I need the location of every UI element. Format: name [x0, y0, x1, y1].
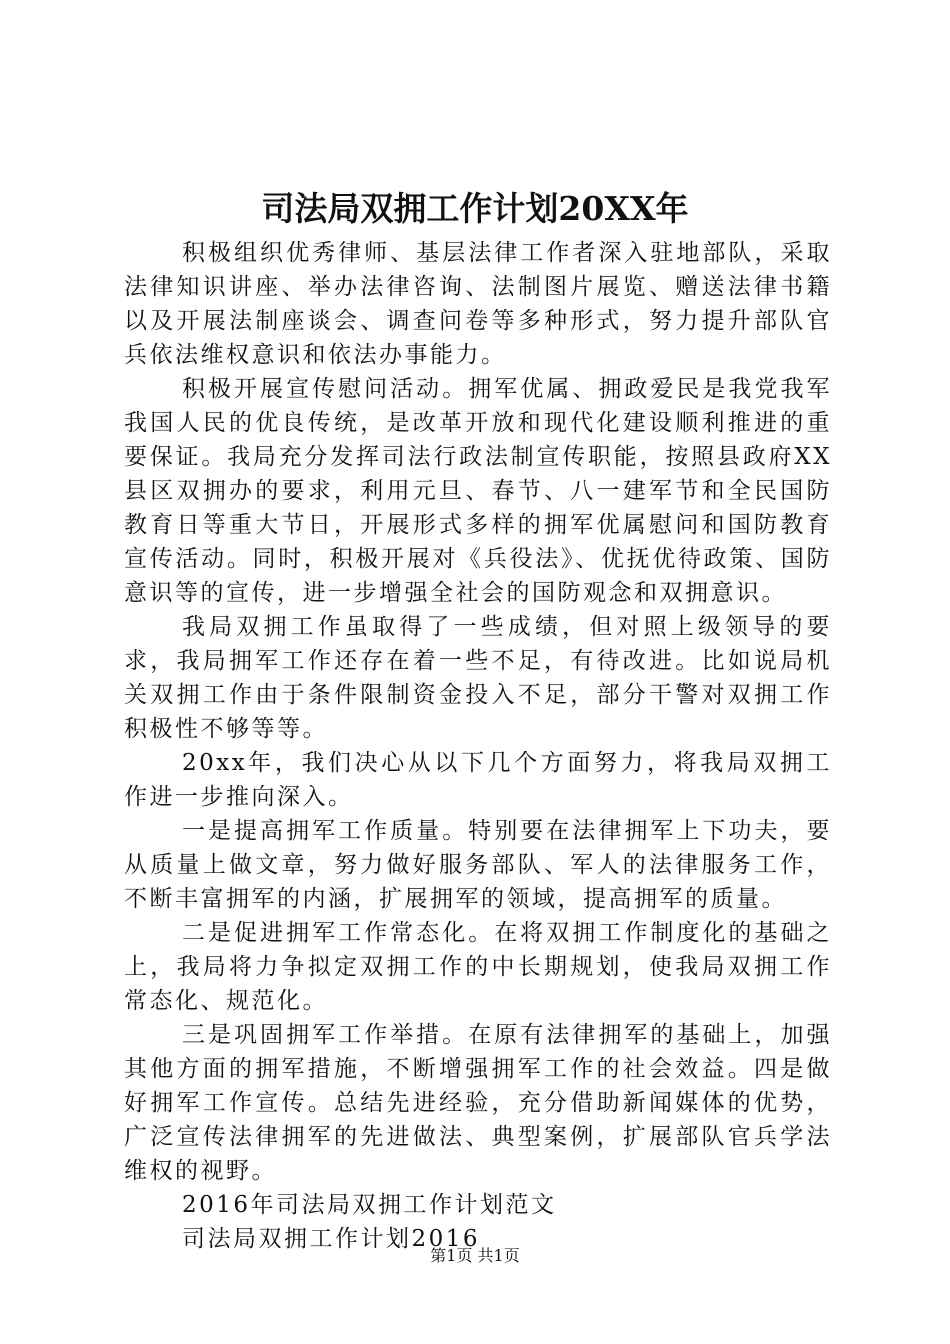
paragraph: 二是促进拥军工作常态化。在将双拥工作制度化的基础之上，我局将力争拟定双拥工作的中长期规划，使我局双拥工作常态化、规范化。 [124, 920, 832, 1014]
document-title: 司法局双拥工作计划20XX年 [261, 189, 689, 228]
paragraph: 一是提高拥军工作质量。特别要在法律拥军上下功夫，要从质量上做文章，努力做好服务部队、军人的法律服务工作，不断丰富拥军的内涵，扩展拥军的领域，提高拥军的质量。 [124, 818, 832, 912]
paragraph: 积极组织优秀律师、基层法律工作者深入驻地部队，采取法律知识讲座、举办法律咨询、法制图片展览、赠送法律书籍以及开展法制座谈会、调查问卷等多种形式，努力提升部队官兵依法维权意识和依法办事能力。 [124, 240, 832, 368]
document-body [124, 236, 832, 1256]
paragraph: 我局双拥工作虽取得了一些成绩，但对照上级领导的要求，我局拥军工作还存在着一些不足，有待改进。比如说局机关双拥工作由于条件限制资金投入不足，部分干警对双拥工作积极性不够等等。 [124, 614, 832, 742]
paragraph: 2016年司法局双拥工作计划范文 [182, 1192, 557, 1218]
paragraph: 20xx年，我们决心从以下几个方面努力，将我局双拥工作进一步推向深入。 [124, 750, 832, 810]
paragraph: 积极开展宣传慰问活动。拥军优属、拥政爱民是我党我军我国人民的优良传统，是改革开放和现代化建设顺利推进的重要保证。我局充分发挥司法行政法制宣传职能，按照县政府XX县区双拥办的要求，利用元旦、春节、八一建军节和全民国防教育日等重大节日，开展形式多样的拥军优属慰问和国防教育宣传活动。同时，积极开展对《兵役法》、优抚优待政策、国防意识等的宣传，进一步增强全社会的国防观念和双拥意识。 [124, 376, 832, 606]
paragraph: 司法局双拥工作计划2016 [182, 1226, 481, 1252]
paragraph: 三是巩固拥军工作举措。在原有法律拥军的基础上，加强其他方面的拥军措施，不断增强拥军工作的社会效益。四是做好拥军工作宣传。总结先进经验，充分借助新闻媒体的优势，广泛宣传法律拥军的先进做法、典型案例，扩展部队官兵学法维权的视野。 [124, 1022, 832, 1184]
page-footer: 第1页 共1页 [430, 1246, 520, 1265]
